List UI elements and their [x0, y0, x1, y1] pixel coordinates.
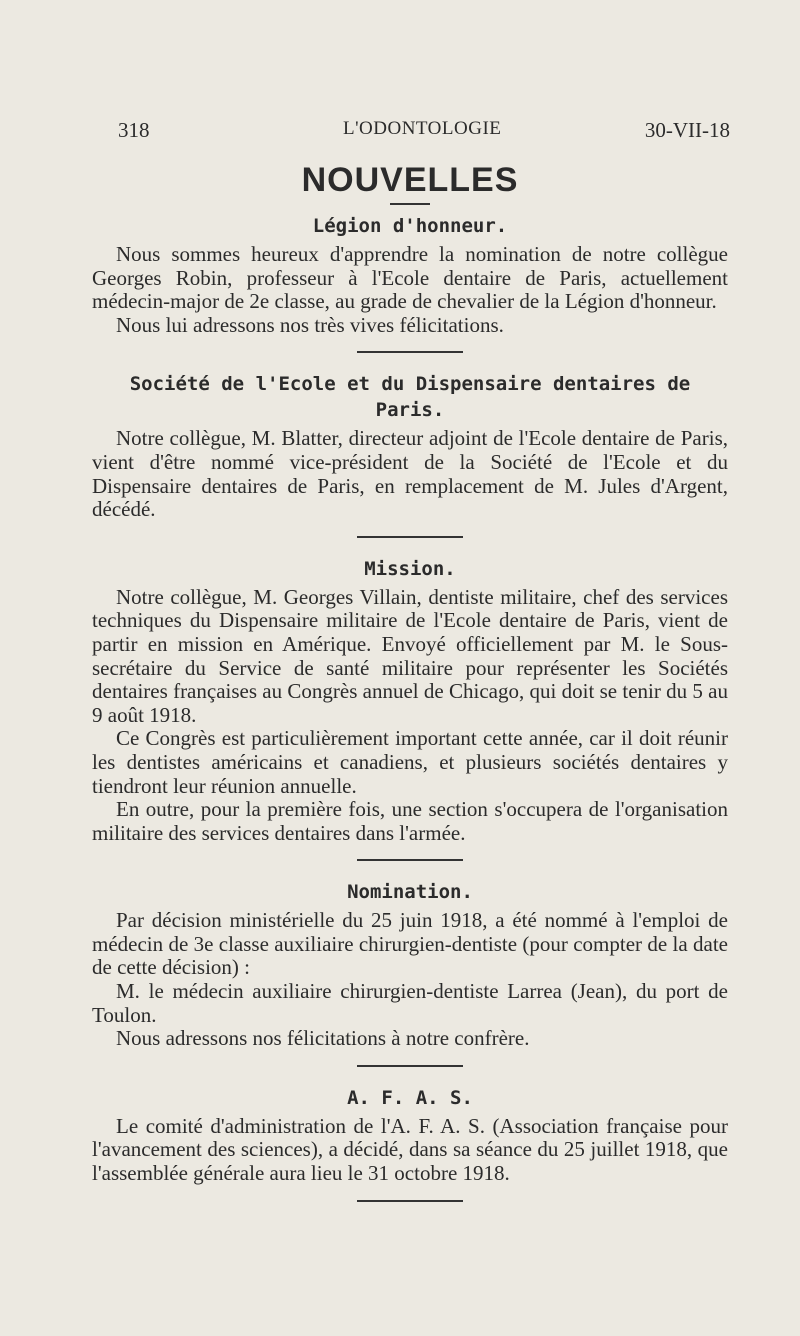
paragraph: Nous adressons nos félicitations à notre confrère.: [116, 1026, 530, 1051]
page-number: 318: [118, 118, 150, 142]
paragraph: Notre collègue, M. Georges Villain, dentiste militaire, chef des services techniques du Dispensaire militaire de l'Ecole dentaire de Paris, vient de partir en mission en Amérique. Envoyé officiellement par M. le Sous-secrétaire du Service de santé militaire pour représenter les Sociétés dentaires françaises au Congrès annuel de Chicago, qui doit se tenir du 5 au 9 août 1918.: [92, 584, 728, 727]
paragraph: Nous lui adressons nos très vives félicitations.: [116, 312, 504, 337]
issue-date: 30-VII-18: [644, 118, 730, 142]
paragraph: M. le médecin auxiliaire chirurgien-dentiste Larrea (Jean), du port de Toulon.: [92, 979, 728, 1027]
end-rule: [357, 1200, 463, 1202]
section-heading: Société de l'Ecole et du Dispensaire dentaires de Paris.: [129, 373, 691, 422]
section-heading: Légion d'honneur.: [312, 215, 508, 237]
article-content: [92, 160, 728, 1220]
section-afas: [92, 1085, 728, 1186]
section-societe-ecole: [92, 371, 728, 521]
paragraph: Ce Congrès est particulièrement important cette année, car il doit réunir les dentistes américains et canadiens, et plusieurs sociétés dentaires y tiendront leur réunion annuelle.: [92, 726, 728, 798]
paragraph: En outre, pour la première fois, une section s'occupera de l'organisation militaire des services dentaires dans l'armée.: [92, 797, 728, 845]
section-divider: [357, 351, 463, 353]
page-title: NOUVELLES: [301, 161, 519, 199]
section-legion-honneur: [92, 213, 728, 337]
section-heading: Nomination.: [347, 881, 473, 904]
section-heading: Mission.: [364, 557, 456, 580]
journal-title: L'ODONTOLOGIE: [343, 118, 502, 139]
running-head: [118, 118, 730, 148]
section-divider: [357, 1065, 463, 1067]
section-mission: [92, 556, 728, 846]
section-divider: [357, 536, 463, 538]
paragraph: Nous sommes heureux d'apprendre la nomination de notre collègue Georges Robin, professeur à l'Ecole dentaire de Paris, actuellement médecin-major de 2e classe, au grade de chevalier de la Légion d'honneur.: [92, 242, 728, 314]
paragraph: Le comité d'administration de l'A. F. A. S. (Association française pour l'avancement des sciences), a décidé, dans sa séance du 25 juillet 1918, que l'assemblée générale aura lieu le 31 octobre 1918.: [92, 1113, 728, 1186]
paragraph: Notre collègue, M. Blatter, directeur adjoint de l'Ecole dentaire de Paris, vient d'être nommé vice-président de la Société de l'Ecole et du Dispensaire dentaires de Paris, en remplacement de M. Jules d'Argent, décédé.: [92, 426, 728, 522]
section-heading: A. F. A. S.: [347, 1086, 473, 1109]
title-rule: [390, 203, 430, 205]
section-divider: [357, 859, 463, 861]
section-nomination: [92, 879, 728, 1051]
paragraph: Par décision ministérielle du 25 juin 1918, a été nommé à l'emploi de médecin de 3e classe auxiliaire chirurgien-dentiste (pour compter de la date de cette décision) :: [92, 908, 728, 980]
